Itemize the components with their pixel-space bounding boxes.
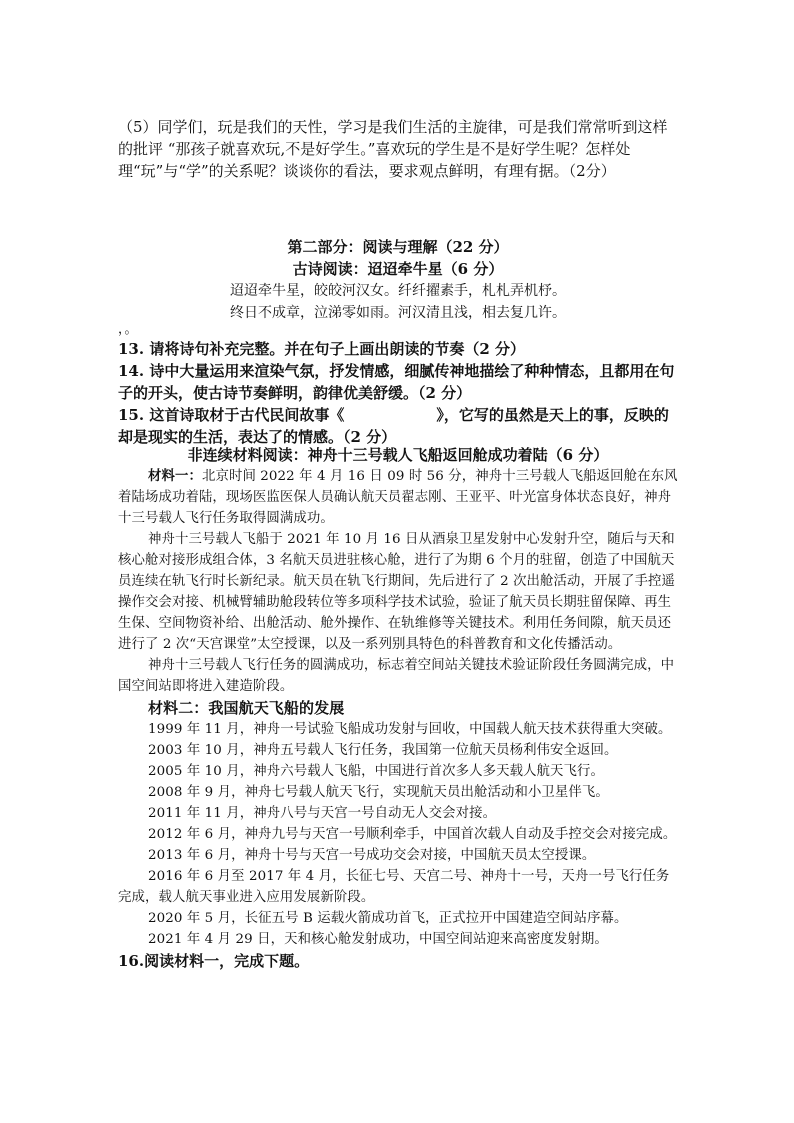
poem-questions	[118, 322, 678, 448]
question-15	[118, 404, 678, 448]
timeline-item: 2003 年 10 月，神舟五号载人飞行任务，我国第一位航天员杨利伟安全返回。	[148, 743, 618, 758]
question-5-text: （5）同学们，玩是我们的天性，学习是我们生活的主旋律，可是我们常常听到这样的批评 “那孩子就喜欢玩,不是好学生。”喜欢玩的学生是不是好学生呢？怎样处理“玩”与“学”的关系呢？谈谈你的看法，要求观点鲜明，有理有据。（2分）	[118, 118, 668, 180]
question-16: 16.阅读材料一，完成下题。	[118, 952, 310, 970]
timeline-item: 2012 年 6 月，神舟九号与天宫一号顺利牵手，中国首次载人自动及手控交会对接完成。	[148, 827, 677, 842]
material-1-p1-text: 北京时间 2022 年 4 月 16 日 09 时 56 分，神舟十三号载人飞船返回舱在东风着陆场成功着陆，现场医监医保人员确认航天员翟志刚、王亚平、叶光富身体状态良好，神舟十三号载人飞行任务取得圆满成功。	[118, 469, 678, 526]
timeline-item: 2008 年 9 月，神舟七号载人航天飞行，实现航天员出舱活动和小卫星伴飞。	[148, 785, 609, 800]
poem-line-1: 迢迢牵牛星，皎皎河汉女。纤纤擢素手，札札弄机杼。	[230, 283, 566, 299]
part-two-title: 第二部分：阅读与理解（22 分）	[287, 238, 509, 256]
question-13: 13. 请将诗句补充完整。并在句子上画出朗读的节奏（2 分）	[118, 340, 525, 358]
question-5	[118, 116, 678, 182]
timeline-item: 1999 年 11 月，神舟一号试验飞船成功发射与回收，中国载人航天技术获得重大突破。	[148, 722, 672, 737]
stray-punctuation: ，。	[118, 322, 138, 337]
timeline-item: 2011 年 11 月，神舟八号与天宫一号自动无人交会对接。	[148, 806, 497, 821]
poem-title: 古诗阅读：迢迢牵牛星（6 分）	[292, 260, 504, 278]
timeline-item: 2005 年 10 月，神舟六号载人飞船，中国进行首次多人多天载人航天飞行。	[148, 764, 605, 779]
material-1-paragraph-3: 神舟十三号载人飞行任务的圆满成功，标志着空间站关键技术验证阶段任务圆满完成，中国空间站即将进入建造阶段。	[118, 658, 675, 694]
material-2-title: 材料二：我国航天飞船的发展	[148, 699, 345, 717]
question-14: 14. 诗中大量运用来渲染气氛，抒发情感，细腻传神地描绘了种种情态，且都用在句子的开头，使古诗节奏鲜明，韵律优美舒缓。（2 分）	[118, 362, 675, 402]
nonlinear-reading	[118, 444, 678, 972]
timeline-item: 2013 年 6 月，神舟十号与天宫一号成功交会对接，中国航天员太空授课。	[148, 848, 596, 863]
part-two-header	[118, 236, 678, 324]
poem-line-2: 终日不成章，泣涕零如雨。河汉清且浅，相去复几许。	[230, 305, 566, 321]
timeline-item: 2020 年 5 月，长征五号 B 运载火箭成功首飞，正式拉开中国建造空间站序幕。	[148, 911, 628, 926]
timeline-item: 2021 年 4 月 29 日，天和核心舱发射成功，中国空间站迎来高密度发射期。	[148, 932, 608, 947]
material-1-label: 材料一：	[148, 468, 202, 484]
question-15-prefix: 15. 这首诗取材于古代民间故事《	[118, 406, 345, 424]
question-15-suffix: 》，它写的虽然是天上的事，反映的却是现实的生活，表达了的情感。（2 分）	[118, 406, 669, 446]
nonlinear-title: 非连续材料阅读：神舟十三号载人飞船返回舱成功着陆（6 分）	[187, 446, 609, 464]
timeline-item: 2016 年 6 月至 2017 年 4 月，长征七号、天宫二号、神舟十一号，天舟一号飞行任务完成，载人航天事业进入应用发展新阶段。	[118, 869, 670, 905]
material-1-paragraph-2: 神舟十三号载人飞船于 2021 年 10 月 16 日从酒泉卫星发射中心发射升空，随后与天和核心舱对接形成组合体，3 名航天员进驻核心舱，进行了为期 6 个月的驻留，创造了中国航天员连续在轨飞行时长新纪录。航天员在轨飞行期间，先后进行了 2 次出舱活动，开展了手控遥操作交会对接、机械臂辅助舱段转位等多项科学技术试验，验证了航天员长期驻留保障、再生生保、空间物资补给、出舱活动、舱外操作、在轨维修等关键技术。利用任务间隙，航天员还进行了 2 次“天宫课堂”太空授课，以及一系列别具特色的科普教育和文化传播活动。	[118, 532, 675, 652]
material-1-paragraph-1	[118, 466, 678, 529]
